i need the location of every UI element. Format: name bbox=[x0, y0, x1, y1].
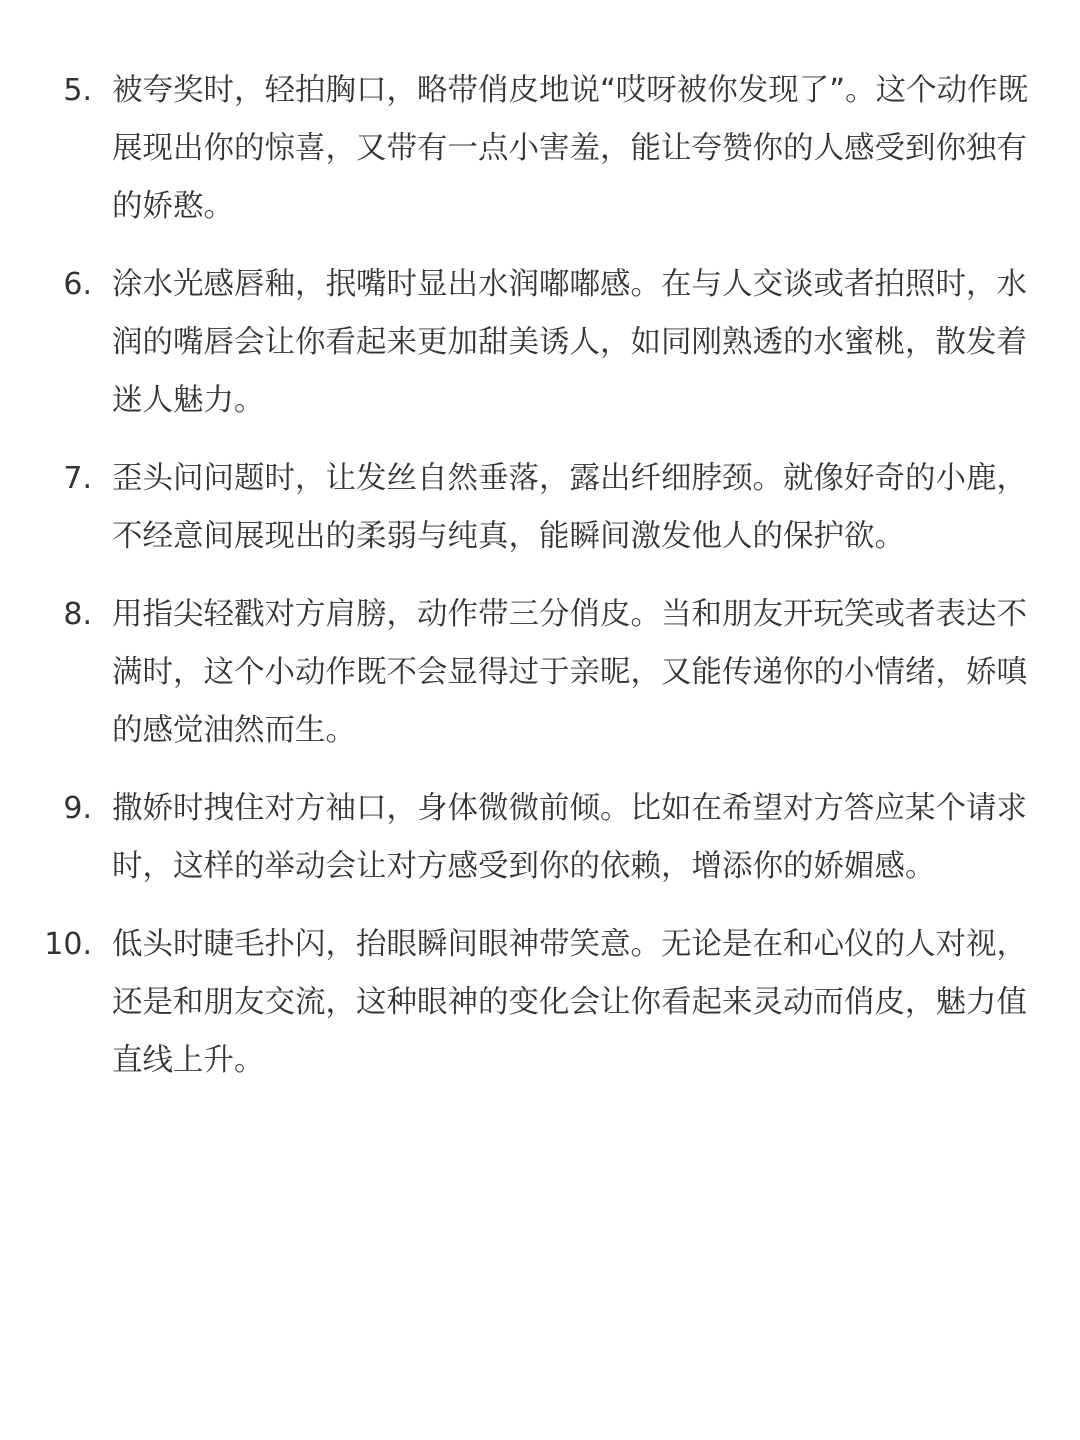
item-text: 撒娇时拽住对方袖口，身体微微前倾。比如在希望对方答应某个请求时，这样的举动会让对方感受到你的依赖，增添你的娇媚感。 bbox=[112, 791, 1027, 884]
item-number: 8. bbox=[63, 597, 92, 632]
list-item bbox=[0, 916, 1080, 1090]
item-number: 5. bbox=[63, 73, 92, 108]
list-item bbox=[0, 450, 1080, 566]
item-number: 9. bbox=[63, 791, 92, 826]
list-item bbox=[0, 62, 1080, 236]
list-item bbox=[0, 256, 1080, 430]
item-text: 歪头问问题时，让发丝自然垂落，露出纤细脖颈。就像好奇的小鹿，不经意间展现出的柔弱与纯真，能瞬间激发他人的保护欲。 bbox=[112, 461, 1027, 554]
list-item bbox=[0, 586, 1080, 760]
item-text: 用指尖轻戳对方肩膀，动作带三分俏皮。当和朋友开玩笑或者表达不满时，这个小动作既不会显得过于亲昵，又能传递你的小情绪，娇嗔的感觉油然而生。 bbox=[112, 597, 1027, 748]
item-text: 涂水光感唇釉，抿嘴时显出水润嘟嘟感。在与人交谈或者拍照时，水润的嘴唇会让你看起来更加甜美诱人，如同刚熟透的水蜜桃，散发着迷人魅力。 bbox=[112, 267, 1027, 418]
item-text: 低头时睫毛扑闪，抬眼瞬间眼神带笑意。无论是在和心仪的人对视，还是和朋友交流，这种眼神的变化会让你看起来灵动而俏皮，魅力值直线上升。 bbox=[112, 927, 1027, 1078]
item-text: 被夸奖时，轻拍胸口，略带俏皮地说“哎呀被你发现了”。这个动作既展现出你的惊喜，又带有一点小害羞，能让夸赞你的人感受到你独有的娇憨。 bbox=[112, 73, 1029, 224]
item-number: 7. bbox=[63, 461, 92, 496]
item-number: 6. bbox=[63, 267, 92, 302]
tips-list bbox=[0, 62, 1080, 1110]
list-item bbox=[0, 780, 1080, 896]
item-number: 10. bbox=[44, 927, 92, 962]
